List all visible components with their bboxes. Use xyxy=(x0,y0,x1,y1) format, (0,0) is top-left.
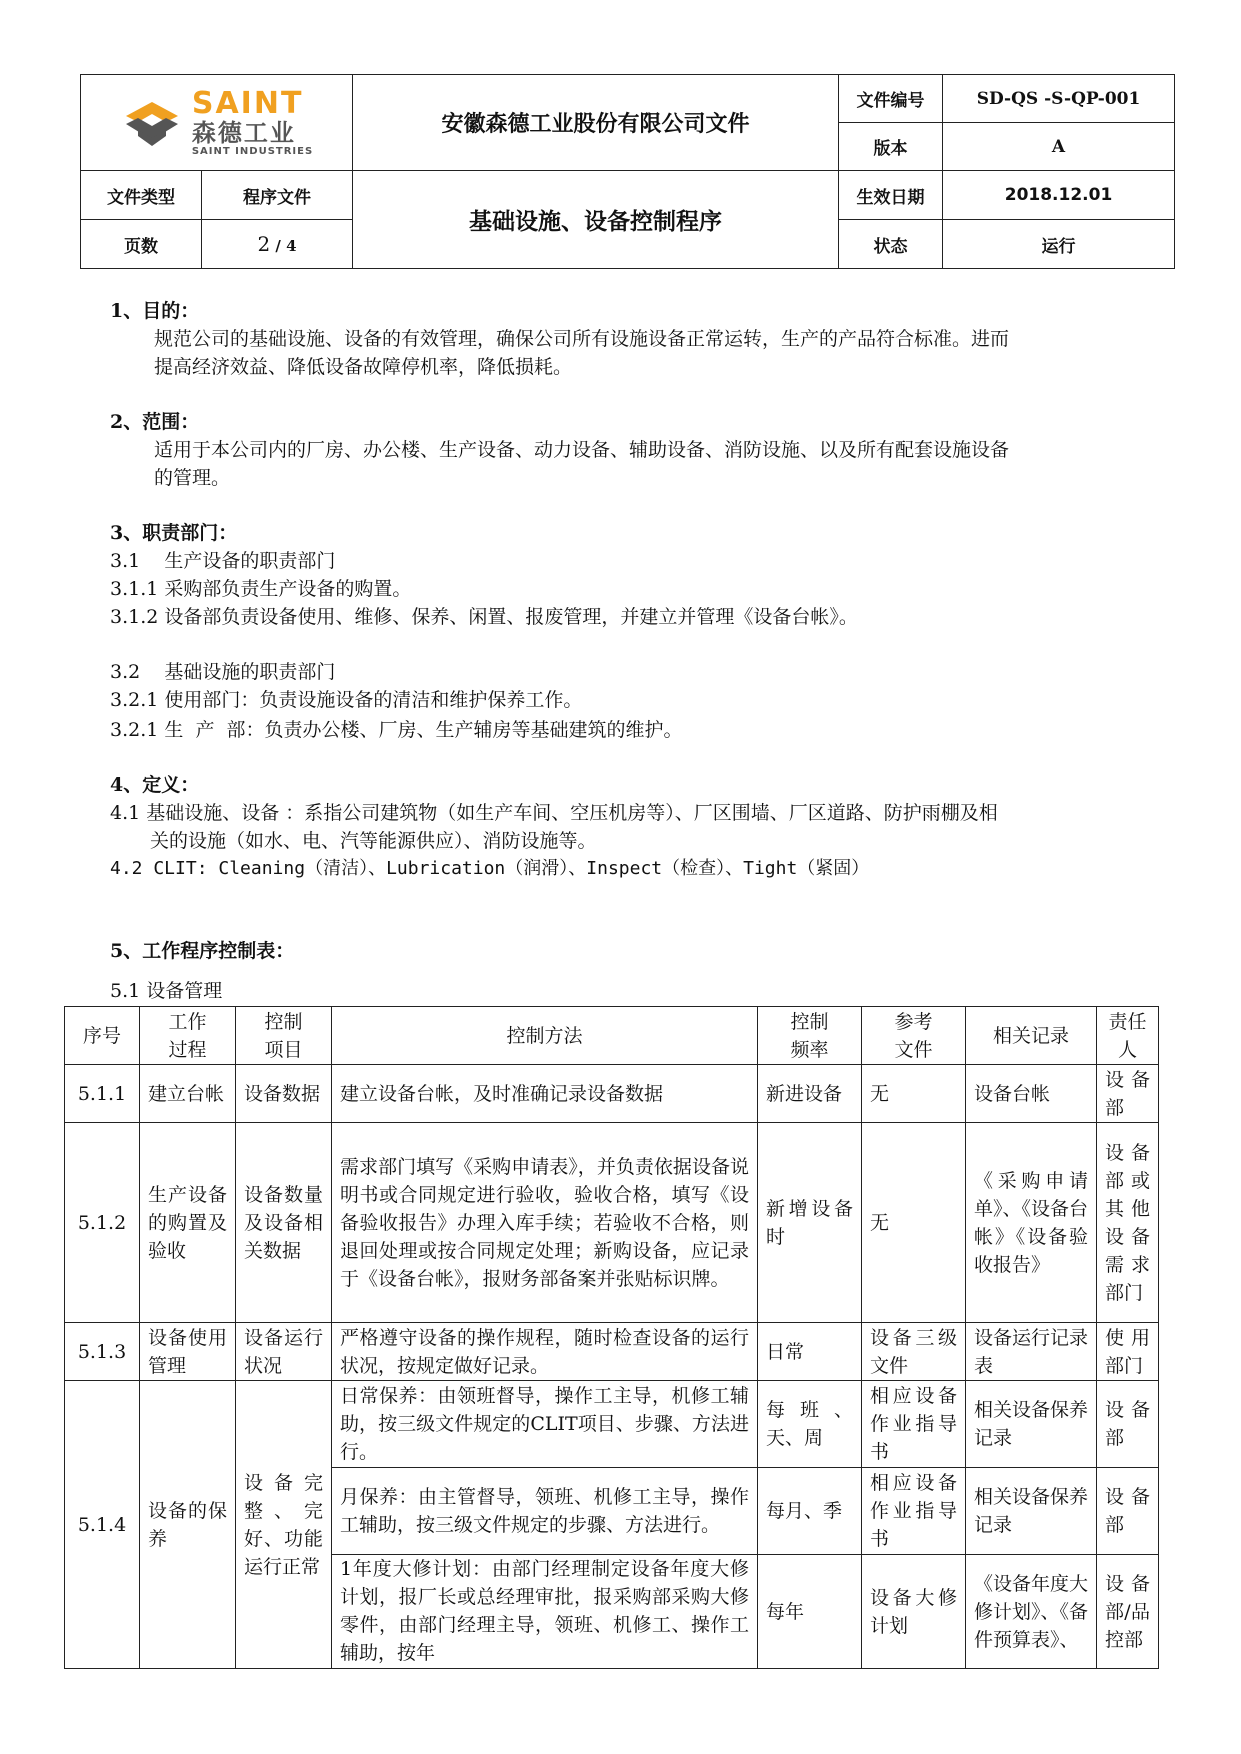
row-freq: 每月、季 xyxy=(758,1468,862,1555)
effective-label: 生效日期 xyxy=(839,171,943,220)
section-2-line-1: 适用于本公司内的厂房、办公楼、生产设备、动力设备、辅助设备、消防设施、以及所有配套设施设备 xyxy=(154,439,1010,461)
table-row xyxy=(65,1065,1159,1123)
table-row xyxy=(65,1381,1159,1468)
document-header-table xyxy=(80,74,1175,269)
row-item: 设备数量及设备相关数据 xyxy=(236,1123,332,1323)
row-no: 5.1.3 xyxy=(65,1323,140,1381)
pages-total: / 4 xyxy=(270,237,297,255)
section-4-2: 4.2 CLIT: Cleaning（清洁）、Lubrication（润滑）、Inspect（检查）、Tight（紧固） xyxy=(110,858,870,879)
section-3-1-2: 3.1.2 设备部负责设备使用、维修、保养、闲置、报废管理，并建立并管理《设备台帐》。 xyxy=(110,606,858,628)
row-freq: 日常 xyxy=(758,1323,862,1381)
row-method: 需求部门填写《采购申请表》，并负责依据设备说明书或合同规定进行验收，验收合格，填写《设备验收报告》办理入库手续；若验收不合格，则退回处理或按合同规定处理；新购设备，应记录于《设备台帐》，报财务部备案并张贴标识牌。 xyxy=(332,1123,758,1323)
doc-no-label: 文件编号 xyxy=(839,75,943,123)
row-ref: 相应设备作业指导书 xyxy=(862,1381,966,1468)
row-record: 设备运行记录表 xyxy=(966,1323,1097,1381)
header-cell: 参考 文件 xyxy=(862,1007,966,1065)
row-method: 建立设备台帐，及时准确记录设备数据 xyxy=(332,1065,758,1123)
table-header-row xyxy=(65,1007,1159,1065)
row-owner: 设备部 xyxy=(1097,1468,1159,1555)
section-1-title: 1、目的： xyxy=(110,300,200,322)
section-4-title: 4、定义： xyxy=(110,774,200,796)
row-owner: 设备部或其他设备需求部门 xyxy=(1097,1123,1159,1323)
row-process: 设备的保养 xyxy=(140,1381,236,1669)
section-3-1-1: 3.1.1 采购部负责生产设备的购置。 xyxy=(110,578,412,600)
company-logo xyxy=(81,75,353,171)
section-4-1-line-2: 关的设施（如水、电、汽等能源供应）、消防设施等。 xyxy=(150,830,597,852)
row-item: 设备数据 xyxy=(236,1065,332,1123)
header-cell: 责任人 xyxy=(1097,1007,1159,1065)
row-owner: 使用部门 xyxy=(1097,1323,1159,1381)
section-5-1: 5.1 设备管理 xyxy=(110,980,223,1002)
row-record: 相关设备保养记录 xyxy=(966,1381,1097,1468)
logo-text-cn: 森德工业 xyxy=(191,118,296,147)
section-3-1: 3.1 生产设备的职责部门 xyxy=(110,550,336,572)
logo-text-sub: SAINT INDUSTRIES xyxy=(191,145,314,157)
row-owner: 设备部 xyxy=(1097,1381,1159,1468)
row-record: 《采购申请单》、《设备台帐》《设备验收报告》 xyxy=(966,1123,1097,1323)
row-owner: 设备部 xyxy=(1097,1065,1159,1123)
doc-title: 基础设施、设备控制程序 xyxy=(353,171,839,269)
row-ref: 无 xyxy=(862,1065,966,1123)
section-4-1-line-1: 4.1 基础设施、设备 ：系指公司建筑物（如生产车间、空压机房等）、厂区围墙、厂区道路、防护雨棚及相 xyxy=(110,802,998,824)
header-cell: 序号 xyxy=(65,1007,140,1065)
header-cell: 相关记录 xyxy=(966,1007,1097,1065)
header-cell: 控制 项目 xyxy=(236,1007,332,1065)
pages-current: 2 xyxy=(257,232,271,256)
type-label: 文件类型 xyxy=(81,171,202,220)
table-row xyxy=(65,1123,1159,1323)
row-process: 生产设备的购置及验收 xyxy=(140,1123,236,1323)
procedure-control-table xyxy=(64,1006,1159,1669)
pages-label: 页数 xyxy=(81,220,202,269)
row-method: 月保养：由主管督导，领班、机修工主导，操作工辅助，按三级文件规定的步骤、方法进行。 xyxy=(332,1468,758,1555)
row-record: 相关设备保养记录 xyxy=(966,1468,1097,1555)
row-ref: 无 xyxy=(862,1123,966,1323)
row-freq: 每班、天、周 xyxy=(758,1381,862,1468)
logo-text-en: SAINT xyxy=(191,85,304,121)
row-no: 5.1.2 xyxy=(65,1123,140,1323)
section-3-title: 3、职责部门： xyxy=(110,522,238,544)
header-cell: 控制 频率 xyxy=(758,1007,862,1065)
row-no: 5.1.4 xyxy=(65,1381,140,1669)
section-1-line-1: 规范公司的基础设施、设备的有效管理，确保公司所有设施设备正常运转，生产的产品符合标准。进而 xyxy=(154,328,1010,350)
saint-logo-icon xyxy=(120,94,184,152)
section-1-line-2: 提高经济效益、降低设备故障停机率，降低损耗。 xyxy=(154,356,573,378)
company-title: 安徽森德工业股份有限公司文件 xyxy=(353,75,839,171)
doc-no-value: SD-QS -S-QP-001 xyxy=(943,75,1175,123)
row-method: 1年度大修计划：由部门经理制定设备年度大修计划，报厂长或总经理审批，报采购部采购大修零件，由部门经理主导，领班、机修工、操作工辅助，按年 xyxy=(332,1555,758,1669)
effective-value: 2018.12.01 xyxy=(943,171,1175,220)
header-cell: 控制方法 xyxy=(332,1007,758,1065)
pages-value xyxy=(202,220,353,269)
header-cell: 工作 过程 xyxy=(140,1007,236,1065)
section-3-2-1-b: 3.2.1 生 产 部：负责办公楼、厂房、生产辅房等基础建筑的维护。 xyxy=(110,719,683,741)
row-freq: 新增设备时 xyxy=(758,1123,862,1323)
row-item: 设备运行状况 xyxy=(236,1323,332,1381)
row-freq: 新进设备 xyxy=(758,1065,862,1123)
version-label: 版本 xyxy=(839,123,943,171)
row-record: 《设备年度大修计划》、《备件预算表》、 xyxy=(966,1555,1097,1669)
section-2-line-2: 的管理。 xyxy=(154,467,231,489)
status-label: 状态 xyxy=(839,220,943,269)
row-method: 日常保养：由领班督导，操作工主导，机修工辅助，按三级文件规定的CLIT项目、步骤、方法进行。 xyxy=(332,1381,758,1468)
row-ref: 设备三级文件 xyxy=(862,1323,966,1381)
row-record: 设备台帐 xyxy=(966,1065,1097,1123)
status-value: 运行 xyxy=(943,220,1175,269)
row-method: 严格遵守设备的操作规程，随时检查设备的运行状况，按规定做好记录。 xyxy=(332,1323,758,1381)
row-process: 建立台帐 xyxy=(140,1065,236,1123)
section-3-2-1-a: 3.2.1 使用部门：负责设施设备的清洁和维护保养工作。 xyxy=(110,689,583,711)
row-ref: 相应设备作业指导书 xyxy=(862,1468,966,1555)
section-2-title: 2、范围： xyxy=(110,411,200,433)
row-no: 5.1.1 xyxy=(65,1065,140,1123)
section-5-title: 5、工作程序控制表： xyxy=(110,940,295,962)
row-item: 设备完整、完好、功能运行正常 xyxy=(236,1381,332,1669)
row-ref: 设备大修计划 xyxy=(862,1555,966,1669)
row-owner: 设备部/品控部 xyxy=(1097,1555,1159,1669)
table-row xyxy=(65,1323,1159,1381)
version-value: A xyxy=(943,123,1175,171)
section-3-2: 3.2 基础设施的职责部门 xyxy=(110,661,336,683)
row-process: 设备使用管理 xyxy=(140,1323,236,1381)
row-freq: 每年 xyxy=(758,1555,862,1669)
type-value: 程序文件 xyxy=(202,171,353,220)
